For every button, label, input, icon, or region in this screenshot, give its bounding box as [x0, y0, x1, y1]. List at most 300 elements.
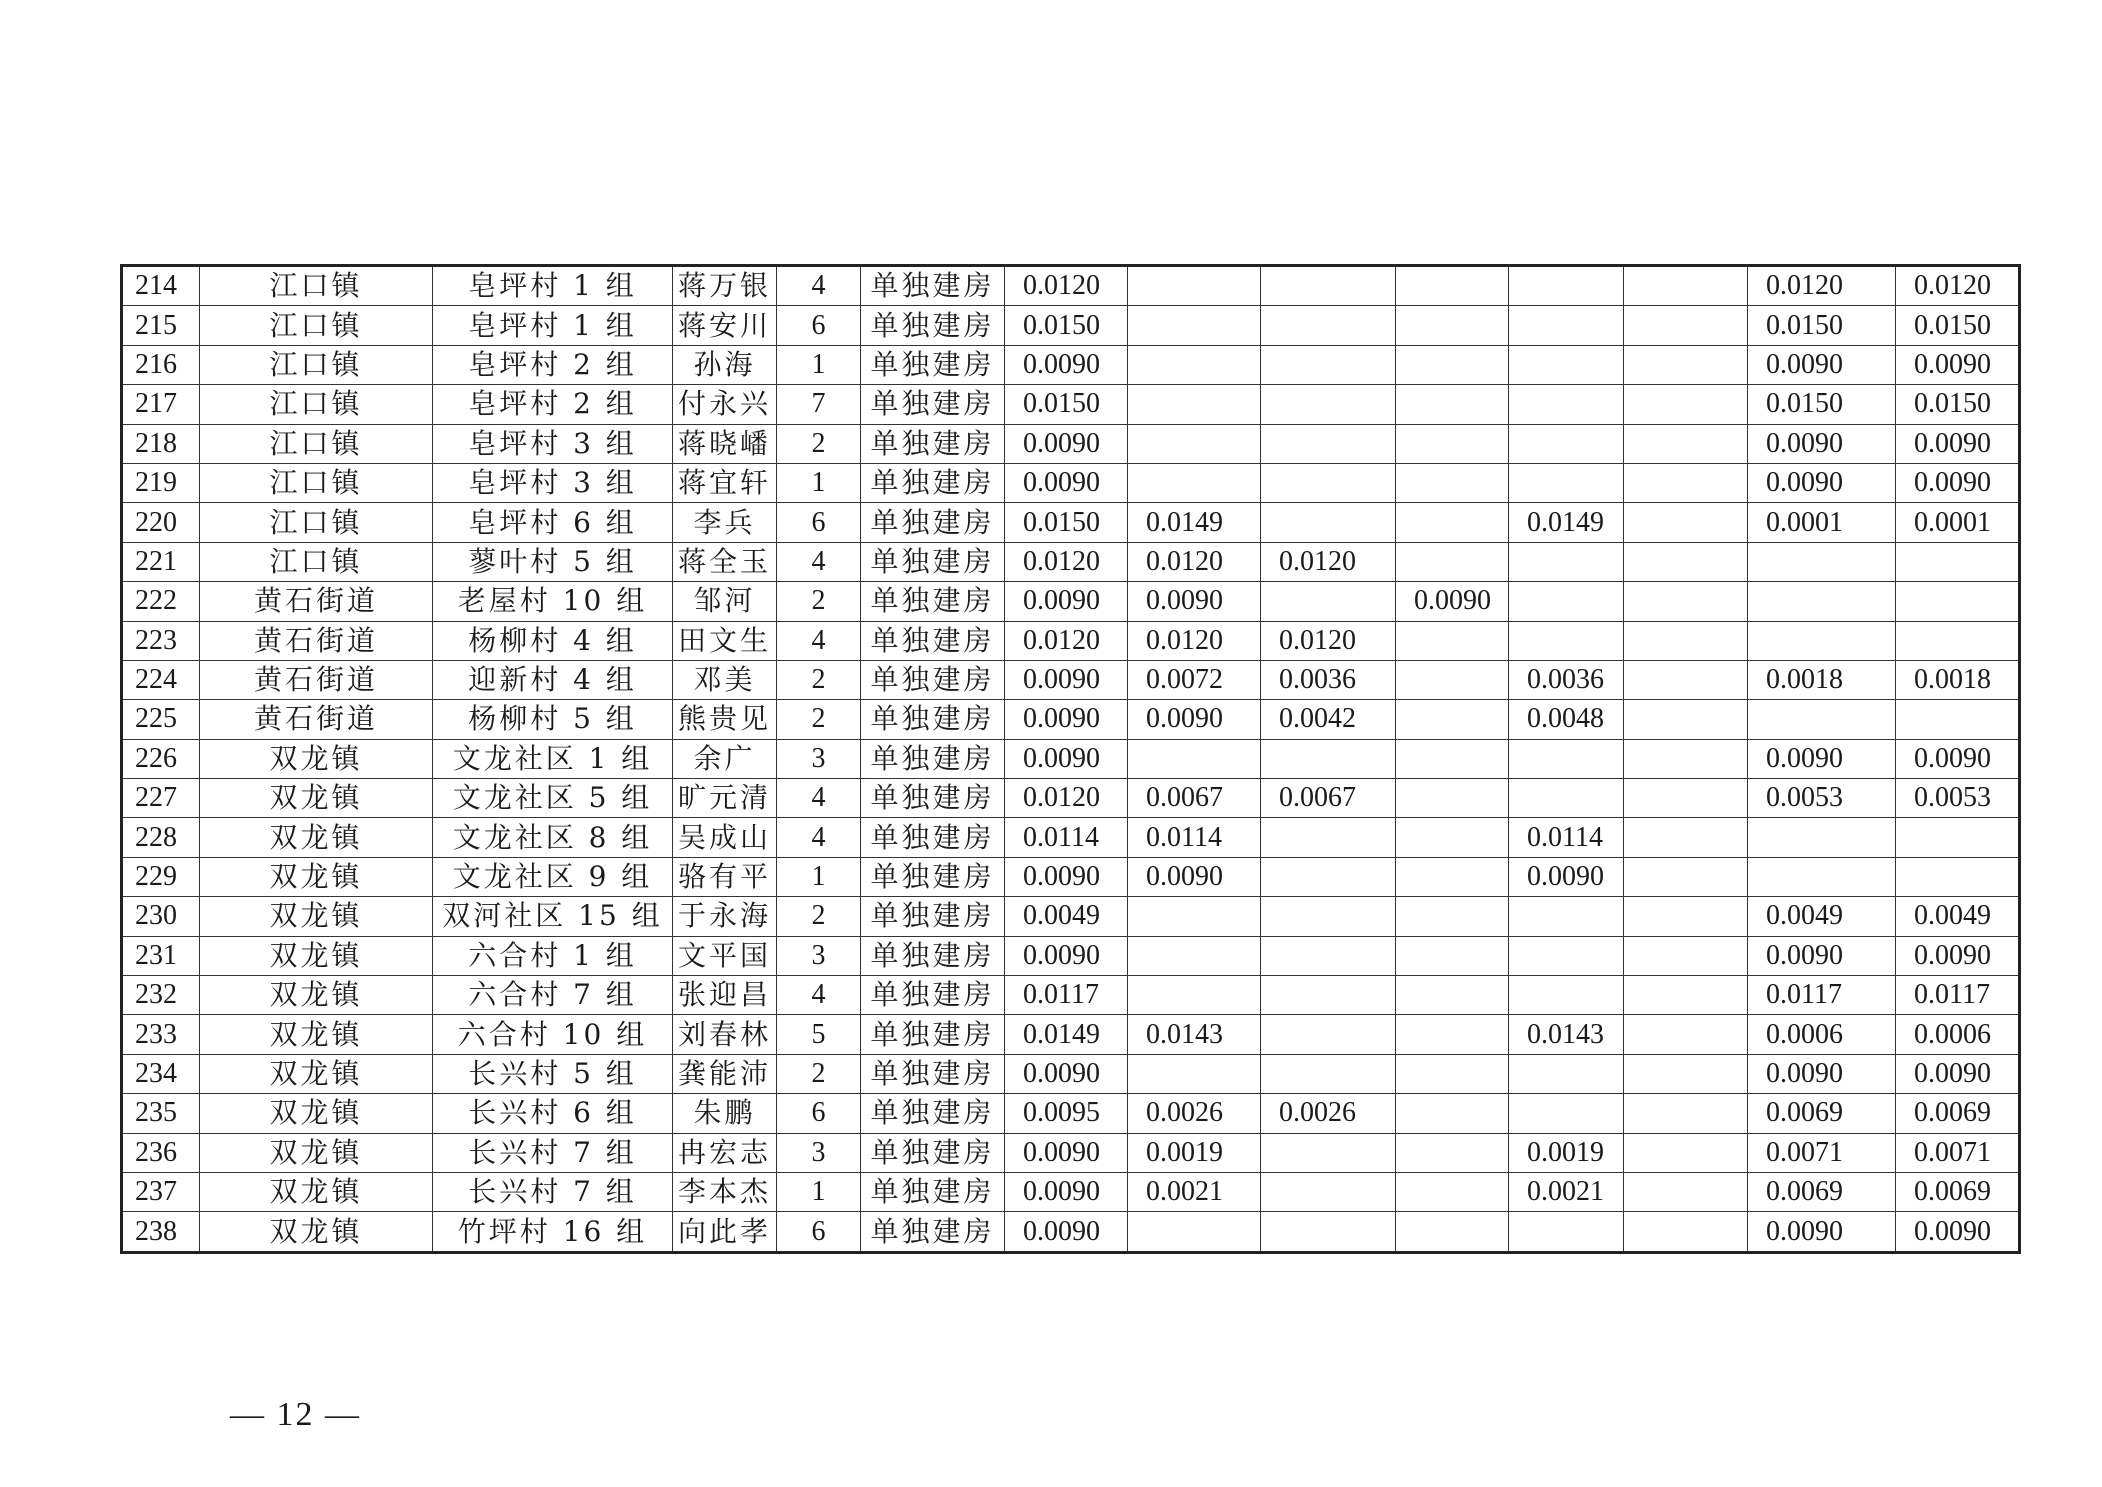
table-row	[122, 818, 2020, 857]
area-col-8-cell: 0.0053	[1896, 779, 2020, 818]
area-col-3-cell: 0.0067	[1261, 779, 1396, 818]
area-col-6-cell	[1624, 266, 1748, 306]
row-index-cell: 214	[122, 266, 200, 306]
village-group-cell: 皂坪村 3 组	[433, 463, 673, 502]
area-col-3-cell	[1261, 385, 1396, 424]
household-name-cell: 蒋安川	[673, 306, 777, 345]
household-size-cell: 2	[777, 424, 861, 463]
total-area-cell: 0.0150	[1005, 385, 1128, 424]
table-row	[122, 857, 2020, 896]
area-col-7-cell: 0.0117	[1748, 976, 1896, 1015]
household-size-cell: 3	[777, 936, 861, 975]
area-col-7-cell: 0.0150	[1748, 385, 1896, 424]
total-area-cell: 0.0095	[1005, 1094, 1128, 1133]
household-size-cell: 1	[777, 857, 861, 896]
build-type-cell: 单独建房	[861, 936, 1005, 975]
area-col-7-cell	[1748, 582, 1896, 621]
area-col-5-cell: 0.0143	[1509, 1015, 1624, 1054]
town-cell: 双龙镇	[200, 976, 433, 1015]
area-col-6-cell	[1624, 1212, 1748, 1252]
town-cell: 江口镇	[200, 385, 433, 424]
area-col-4-cell	[1396, 739, 1509, 778]
village-group-cell: 长兴村 7 组	[433, 1172, 673, 1211]
household-name-cell: 邹河	[673, 582, 777, 621]
area-col-6-cell	[1624, 582, 1748, 621]
town-cell: 双龙镇	[200, 897, 433, 936]
area-col-3-cell	[1261, 582, 1396, 621]
total-area-cell: 0.0120	[1005, 621, 1128, 660]
town-cell: 黄石街道	[200, 660, 433, 699]
area-col-4-cell	[1396, 621, 1509, 660]
area-col-4-cell	[1396, 542, 1509, 581]
area-col-4-cell	[1396, 818, 1509, 857]
area-col-2-cell	[1128, 385, 1261, 424]
area-col-4-cell	[1396, 1212, 1509, 1252]
total-area-cell: 0.0114	[1005, 818, 1128, 857]
area-col-4-cell	[1396, 700, 1509, 739]
total-area-cell: 0.0090	[1005, 1172, 1128, 1211]
area-col-5-cell	[1509, 306, 1624, 345]
build-type-cell: 单独建房	[861, 1212, 1005, 1252]
build-type-cell: 单独建房	[861, 739, 1005, 778]
household-size-cell: 4	[777, 818, 861, 857]
area-col-6-cell	[1624, 739, 1748, 778]
area-col-8-cell	[1896, 582, 2020, 621]
area-col-3-cell	[1261, 1015, 1396, 1054]
village-group-cell: 文龙社区 9 组	[433, 857, 673, 896]
household-size-cell: 1	[777, 345, 861, 384]
household-name-cell: 付永兴	[673, 385, 777, 424]
table-row	[122, 1015, 2020, 1054]
area-col-2-cell	[1128, 345, 1261, 384]
area-col-3-cell	[1261, 1133, 1396, 1172]
table-row	[122, 463, 2020, 502]
build-type-cell: 单独建房	[861, 779, 1005, 818]
area-col-2-cell	[1128, 976, 1261, 1015]
row-index-cell: 230	[122, 897, 200, 936]
area-col-2-cell	[1128, 424, 1261, 463]
table-row	[122, 739, 2020, 778]
table-row	[122, 1212, 2020, 1252]
area-col-3-cell	[1261, 1172, 1396, 1211]
area-col-2-cell: 0.0021	[1128, 1172, 1261, 1211]
area-col-5-cell	[1509, 345, 1624, 384]
row-index-cell: 231	[122, 936, 200, 975]
area-col-2-cell: 0.0090	[1128, 857, 1261, 896]
household-size-cell: 6	[777, 1212, 861, 1252]
area-col-8-cell: 0.0090	[1896, 739, 2020, 778]
area-col-6-cell	[1624, 621, 1748, 660]
build-type-cell: 单独建房	[861, 345, 1005, 384]
area-col-3-cell	[1261, 463, 1396, 502]
build-type-cell: 单独建房	[861, 1172, 1005, 1211]
row-index-cell: 224	[122, 660, 200, 699]
total-area-cell: 0.0150	[1005, 306, 1128, 345]
total-area-cell: 0.0117	[1005, 976, 1128, 1015]
household-size-cell: 2	[777, 1054, 861, 1093]
table-row	[122, 503, 2020, 542]
area-col-2-cell: 0.0072	[1128, 660, 1261, 699]
area-col-8-cell: 0.0001	[1896, 503, 2020, 542]
build-type-cell: 单独建房	[861, 385, 1005, 424]
area-col-7-cell: 0.0069	[1748, 1172, 1896, 1211]
town-cell: 双龙镇	[200, 1172, 433, 1211]
area-col-5-cell: 0.0149	[1509, 503, 1624, 542]
total-area-cell: 0.0090	[1005, 936, 1128, 975]
village-group-cell: 六合村 10 组	[433, 1015, 673, 1054]
village-group-cell: 杨柳村 4 组	[433, 621, 673, 660]
total-area-cell: 0.0090	[1005, 1133, 1128, 1172]
household-name-cell: 刘春林	[673, 1015, 777, 1054]
household-size-cell: 1	[777, 463, 861, 502]
area-col-8-cell	[1896, 857, 2020, 896]
household-size-cell: 2	[777, 660, 861, 699]
household-name-cell: 张迎昌	[673, 976, 777, 1015]
table-row	[122, 385, 2020, 424]
row-index-cell: 227	[122, 779, 200, 818]
area-col-7-cell: 0.0090	[1748, 1054, 1896, 1093]
table-row	[122, 266, 2020, 306]
town-cell: 江口镇	[200, 266, 433, 306]
area-col-7-cell: 0.0150	[1748, 306, 1896, 345]
area-col-8-cell: 0.0120	[1896, 266, 2020, 306]
household-name-cell: 蒋全玉	[673, 542, 777, 581]
household-name-cell: 冉宏志	[673, 1133, 777, 1172]
area-col-5-cell	[1509, 976, 1624, 1015]
build-type-cell: 单独建房	[861, 818, 1005, 857]
household-name-cell: 蒋宜轩	[673, 463, 777, 502]
village-group-cell: 六合村 1 组	[433, 936, 673, 975]
area-col-3-cell	[1261, 1054, 1396, 1093]
household-name-cell: 朱鹏	[673, 1094, 777, 1133]
area-col-5-cell	[1509, 621, 1624, 660]
area-col-5-cell: 0.0019	[1509, 1133, 1624, 1172]
household-name-cell: 旷元清	[673, 779, 777, 818]
build-type-cell: 单独建房	[861, 542, 1005, 581]
row-index-cell: 232	[122, 976, 200, 1015]
household-size-cell: 4	[777, 621, 861, 660]
area-col-6-cell	[1624, 1172, 1748, 1211]
town-cell: 黄石街道	[200, 700, 433, 739]
land-use-table	[120, 264, 2021, 1254]
total-area-cell: 0.0149	[1005, 1015, 1128, 1054]
build-type-cell: 单独建房	[861, 857, 1005, 896]
area-col-6-cell	[1624, 976, 1748, 1015]
area-col-6-cell	[1624, 818, 1748, 857]
household-name-cell: 于永海	[673, 897, 777, 936]
area-col-4-cell	[1396, 1133, 1509, 1172]
town-cell: 双龙镇	[200, 1015, 433, 1054]
household-name-cell: 邓美	[673, 660, 777, 699]
area-col-2-cell: 0.0114	[1128, 818, 1261, 857]
area-col-7-cell: 0.0090	[1748, 463, 1896, 502]
area-col-3-cell	[1261, 424, 1396, 463]
total-area-cell: 0.0090	[1005, 700, 1128, 739]
area-col-8-cell: 0.0006	[1896, 1015, 2020, 1054]
area-col-8-cell: 0.0117	[1896, 976, 2020, 1015]
area-col-8-cell: 0.0090	[1896, 1054, 2020, 1093]
area-col-4-cell	[1396, 1172, 1509, 1211]
town-cell: 双龙镇	[200, 1133, 433, 1172]
household-name-cell: 蒋万银	[673, 266, 777, 306]
total-area-cell: 0.0120	[1005, 779, 1128, 818]
row-index-cell: 222	[122, 582, 200, 621]
area-col-5-cell	[1509, 1094, 1624, 1133]
build-type-cell: 单独建房	[861, 424, 1005, 463]
household-name-cell: 吴成山	[673, 818, 777, 857]
build-type-cell: 单独建房	[861, 463, 1005, 502]
total-area-cell: 0.0090	[1005, 660, 1128, 699]
area-col-5-cell: 0.0114	[1509, 818, 1624, 857]
table-row	[122, 582, 2020, 621]
area-col-8-cell	[1896, 542, 2020, 581]
area-col-8-cell	[1896, 818, 2020, 857]
row-index-cell: 220	[122, 503, 200, 542]
area-col-7-cell: 0.0090	[1748, 936, 1896, 975]
household-name-cell: 余广	[673, 739, 777, 778]
table-row	[122, 345, 2020, 384]
row-index-cell: 237	[122, 1172, 200, 1211]
total-area-cell: 0.0090	[1005, 857, 1128, 896]
town-cell: 双龙镇	[200, 818, 433, 857]
town-cell: 双龙镇	[200, 936, 433, 975]
area-col-2-cell: 0.0090	[1128, 700, 1261, 739]
village-group-cell: 皂坪村 1 组	[433, 266, 673, 306]
town-cell: 双龙镇	[200, 1094, 433, 1133]
village-group-cell: 皂坪村 3 组	[433, 424, 673, 463]
area-col-6-cell	[1624, 503, 1748, 542]
area-col-7-cell: 0.0018	[1748, 660, 1896, 699]
total-area-cell: 0.0090	[1005, 739, 1128, 778]
area-col-2-cell	[1128, 897, 1261, 936]
area-col-3-cell: 0.0042	[1261, 700, 1396, 739]
area-col-6-cell	[1624, 936, 1748, 975]
area-col-5-cell	[1509, 1054, 1624, 1093]
area-col-3-cell	[1261, 818, 1396, 857]
household-size-cell: 2	[777, 897, 861, 936]
area-col-3-cell	[1261, 739, 1396, 778]
village-group-cell: 文龙社区 5 组	[433, 779, 673, 818]
table-row	[122, 897, 2020, 936]
table-row	[122, 542, 2020, 581]
household-name-cell: 蒋晓嶓	[673, 424, 777, 463]
area-col-4-cell	[1396, 660, 1509, 699]
build-type-cell: 单独建房	[861, 700, 1005, 739]
area-col-6-cell	[1624, 463, 1748, 502]
area-col-2-cell	[1128, 266, 1261, 306]
area-col-4-cell	[1396, 936, 1509, 975]
area-col-2-cell	[1128, 936, 1261, 975]
area-col-8-cell: 0.0069	[1896, 1172, 2020, 1211]
area-col-3-cell: 0.0036	[1261, 660, 1396, 699]
total-area-cell: 0.0090	[1005, 582, 1128, 621]
build-type-cell: 单独建房	[861, 306, 1005, 345]
area-col-8-cell	[1896, 700, 2020, 739]
town-cell: 江口镇	[200, 306, 433, 345]
area-col-2-cell: 0.0026	[1128, 1094, 1261, 1133]
table-row	[122, 976, 2020, 1015]
area-col-8-cell: 0.0090	[1896, 345, 2020, 384]
total-area-cell: 0.0090	[1005, 1212, 1128, 1252]
area-col-6-cell	[1624, 542, 1748, 581]
area-col-7-cell: 0.0120	[1748, 266, 1896, 306]
area-col-8-cell: 0.0071	[1896, 1133, 2020, 1172]
area-col-6-cell	[1624, 897, 1748, 936]
area-col-2-cell: 0.0149	[1128, 503, 1261, 542]
area-col-6-cell	[1624, 1133, 1748, 1172]
village-group-cell: 双河社区 15 组	[433, 897, 673, 936]
town-cell: 江口镇	[200, 542, 433, 581]
area-col-7-cell: 0.0069	[1748, 1094, 1896, 1133]
row-index-cell: 215	[122, 306, 200, 345]
table-row	[122, 1054, 2020, 1093]
build-type-cell: 单独建房	[861, 1133, 1005, 1172]
area-col-6-cell	[1624, 857, 1748, 896]
area-col-4-cell	[1396, 976, 1509, 1015]
area-col-7-cell: 0.0090	[1748, 739, 1896, 778]
town-cell: 双龙镇	[200, 739, 433, 778]
table-row	[122, 1094, 2020, 1133]
build-type-cell: 单独建房	[861, 266, 1005, 306]
village-group-cell: 文龙社区 1 组	[433, 739, 673, 778]
village-group-cell: 长兴村 7 组	[433, 1133, 673, 1172]
area-col-2-cell	[1128, 1212, 1261, 1252]
table-row	[122, 779, 2020, 818]
area-col-7-cell: 0.0071	[1748, 1133, 1896, 1172]
area-col-3-cell: 0.0120	[1261, 542, 1396, 581]
total-area-cell: 0.0090	[1005, 463, 1128, 502]
build-type-cell: 单独建房	[861, 976, 1005, 1015]
town-cell: 双龙镇	[200, 1212, 433, 1252]
build-type-cell: 单独建房	[861, 503, 1005, 542]
area-col-4-cell	[1396, 306, 1509, 345]
area-col-5-cell: 0.0036	[1509, 660, 1624, 699]
area-col-7-cell	[1748, 857, 1896, 896]
area-col-5-cell	[1509, 739, 1624, 778]
area-col-4-cell	[1396, 266, 1509, 306]
area-col-6-cell	[1624, 1094, 1748, 1133]
area-col-8-cell: 0.0090	[1896, 463, 2020, 502]
area-col-8-cell	[1896, 621, 2020, 660]
area-col-2-cell: 0.0067	[1128, 779, 1261, 818]
row-index-cell: 217	[122, 385, 200, 424]
area-col-2-cell: 0.0120	[1128, 621, 1261, 660]
area-col-2-cell: 0.0019	[1128, 1133, 1261, 1172]
table-row	[122, 660, 2020, 699]
area-col-6-cell	[1624, 779, 1748, 818]
row-index-cell: 236	[122, 1133, 200, 1172]
area-col-5-cell	[1509, 582, 1624, 621]
village-group-cell: 长兴村 6 组	[433, 1094, 673, 1133]
area-col-2-cell	[1128, 306, 1261, 345]
table-row	[122, 306, 2020, 345]
town-cell: 江口镇	[200, 503, 433, 542]
row-index-cell: 234	[122, 1054, 200, 1093]
area-col-6-cell	[1624, 424, 1748, 463]
area-col-6-cell	[1624, 660, 1748, 699]
village-group-cell: 六合村 7 组	[433, 976, 673, 1015]
area-col-4-cell	[1396, 345, 1509, 384]
area-col-2-cell: 0.0120	[1128, 542, 1261, 581]
area-col-7-cell: 0.0053	[1748, 779, 1896, 818]
area-col-8-cell: 0.0069	[1896, 1094, 2020, 1133]
row-index-cell: 218	[122, 424, 200, 463]
village-group-cell: 老屋村 10 组	[433, 582, 673, 621]
area-col-5-cell	[1509, 1212, 1624, 1252]
village-group-cell: 皂坪村 2 组	[433, 345, 673, 384]
row-index-cell: 226	[122, 739, 200, 778]
area-col-3-cell: 0.0026	[1261, 1094, 1396, 1133]
area-col-3-cell	[1261, 897, 1396, 936]
row-index-cell: 219	[122, 463, 200, 502]
area-col-4-cell	[1396, 424, 1509, 463]
area-col-3-cell	[1261, 503, 1396, 542]
row-index-cell: 233	[122, 1015, 200, 1054]
area-col-3-cell	[1261, 857, 1396, 896]
town-cell: 江口镇	[200, 463, 433, 502]
area-col-3-cell	[1261, 976, 1396, 1015]
total-area-cell: 0.0090	[1005, 424, 1128, 463]
area-col-7-cell: 0.0006	[1748, 1015, 1896, 1054]
household-size-cell: 2	[777, 582, 861, 621]
household-size-cell: 4	[777, 542, 861, 581]
household-name-cell: 龚能沛	[673, 1054, 777, 1093]
household-size-cell: 3	[777, 1133, 861, 1172]
household-name-cell: 李兵	[673, 503, 777, 542]
household-size-cell: 2	[777, 700, 861, 739]
build-type-cell: 单独建房	[861, 582, 1005, 621]
household-name-cell: 文平国	[673, 936, 777, 975]
village-group-cell: 杨柳村 5 组	[433, 700, 673, 739]
row-index-cell: 216	[122, 345, 200, 384]
area-col-5-cell	[1509, 779, 1624, 818]
row-index-cell: 229	[122, 857, 200, 896]
area-col-8-cell: 0.0090	[1896, 936, 2020, 975]
table-row	[122, 1172, 2020, 1211]
area-col-6-cell	[1624, 1015, 1748, 1054]
household-name-cell: 熊贵见	[673, 700, 777, 739]
area-col-6-cell	[1624, 700, 1748, 739]
build-type-cell: 单独建房	[861, 897, 1005, 936]
area-col-7-cell	[1748, 542, 1896, 581]
area-col-8-cell: 0.0090	[1896, 424, 2020, 463]
area-col-4-cell	[1396, 1054, 1509, 1093]
area-col-3-cell	[1261, 266, 1396, 306]
area-col-3-cell: 0.0120	[1261, 621, 1396, 660]
area-col-8-cell: 0.0150	[1896, 385, 2020, 424]
area-col-4-cell	[1396, 385, 1509, 424]
household-size-cell: 6	[777, 503, 861, 542]
town-cell: 双龙镇	[200, 779, 433, 818]
total-area-cell: 0.0120	[1005, 542, 1128, 581]
area-col-4-cell: 0.0090	[1396, 582, 1509, 621]
area-col-3-cell	[1261, 1212, 1396, 1252]
total-area-cell: 0.0049	[1005, 897, 1128, 936]
row-index-cell: 225	[122, 700, 200, 739]
village-group-cell: 长兴村 5 组	[433, 1054, 673, 1093]
area-col-5-cell	[1509, 897, 1624, 936]
household-name-cell: 李本杰	[673, 1172, 777, 1211]
household-name-cell: 田文生	[673, 621, 777, 660]
table-row	[122, 424, 2020, 463]
total-area-cell: 0.0150	[1005, 503, 1128, 542]
total-area-cell: 0.0090	[1005, 1054, 1128, 1093]
area-col-7-cell	[1748, 818, 1896, 857]
area-col-2-cell	[1128, 463, 1261, 502]
household-name-cell: 孙海	[673, 345, 777, 384]
area-col-8-cell: 0.0090	[1896, 1212, 2020, 1252]
area-col-5-cell	[1509, 936, 1624, 975]
